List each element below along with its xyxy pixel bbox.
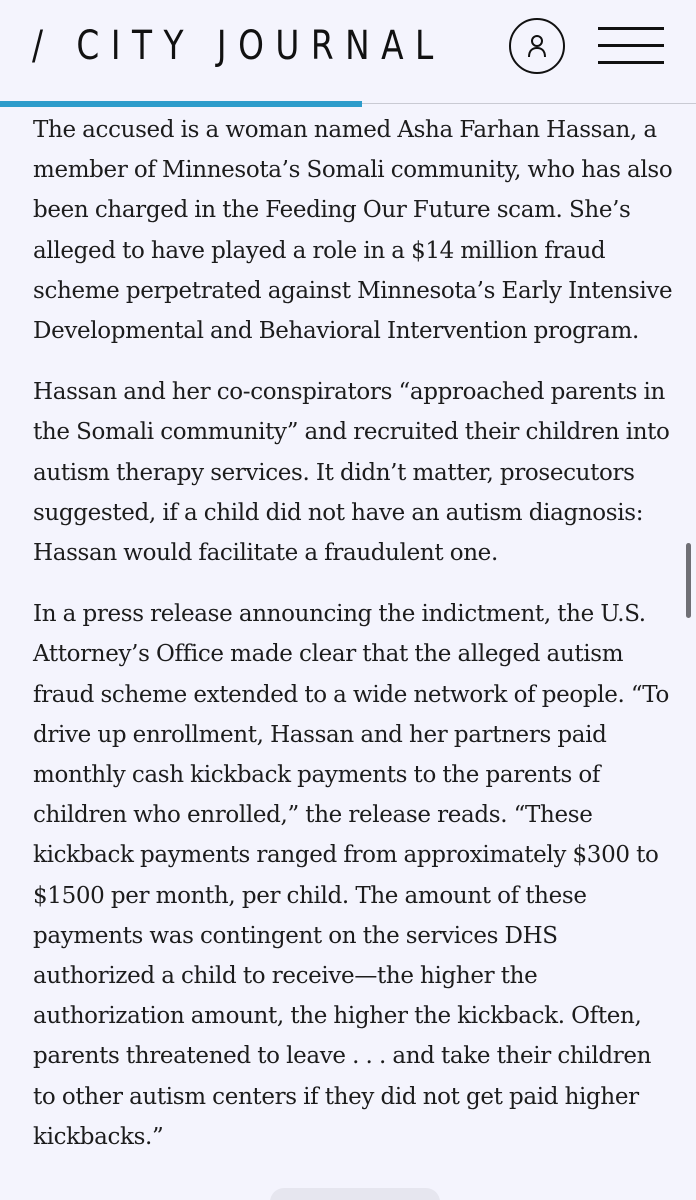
reading-progress-bar [0,101,696,107]
menu-button[interactable] [598,25,664,65]
article-paragraph-1: The accused is a woman named Asha Farhan Hassan, a member of Minnesota’s Somali community, who has also been charged in the Feeding Our Future scam. She’s alleged to have played a role in a $14 million fraud scheme perpetrated against Minnesota’s Early Intensive Developmental and Behavioral Intervention program. [33,117,673,345]
hamburger-menu-icon-line-1 [598,27,664,30]
bottom-toolbar-edge [270,1188,440,1200]
city-journal-logo[interactable]: / CITY JOURNAL [32,23,445,69]
article-body [33,110,673,1178]
article-paragraph-2: Hassan and her co-conspirators “approached parents in the Somali community” and recruited their children into autism therapy services. It didn’t matter, prosecutors suggested, if a child did not have an autism diagnosis: Hassan would facilitate a fraudulent one. [33,379,670,567]
reading-progress-fill [0,101,362,107]
account-button[interactable] [509,18,565,74]
hamburger-menu-icon-line-2 [598,44,664,47]
user-icon [526,33,548,59]
article-paragraph-3: In a press release announcing the indictment, the U.S. Attorney’s Office made clear that the alleged autism fraud scheme extended to a wide network of people. “To drive up enrollment, Hassan and her partners paid monthly cash kickback payments to the parents of children who enrolled,” the release reads. “These kickback payments ranged from approximately $300 to $1500 per month, per child. The amount of these payments was contingent on the services DHS authorized a child to receive—the higher the authorization amount, the higher the kickback. Often, parents threatened to leave . . . and take their children to other autism centers if they did not get paid higher kickbacks.” [33,601,670,1150]
scrollbar-thumb[interactable] [686,543,691,618]
site-header [0,0,696,104]
hamburger-menu-icon-line-3 [598,61,664,64]
